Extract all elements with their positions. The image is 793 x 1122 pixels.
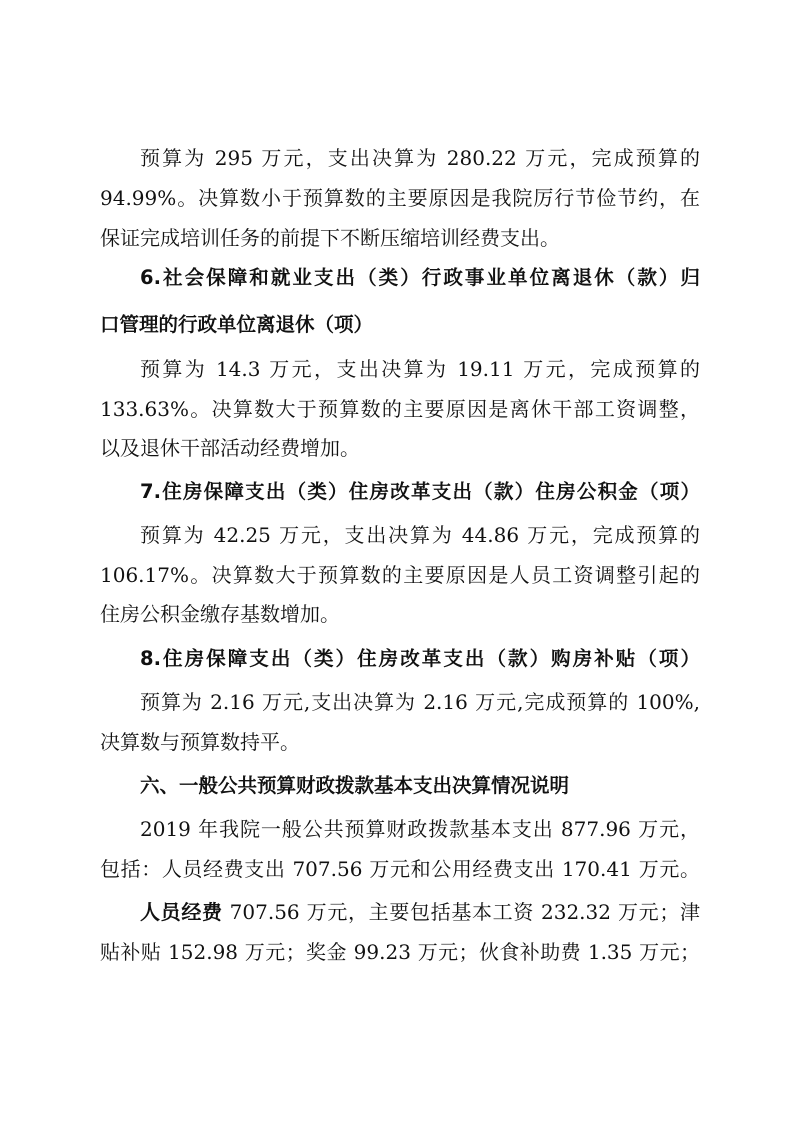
paragraph-line: 贴补贴 152.98 万元；奖金 99.23 万元；伙食补助费 1.35 万元； [100, 940, 700, 964]
paragraph-line: 预算为 42.25 万元，支出决算为 44.86 万元，完成预算的 [140, 523, 700, 547]
section-heading: 六、一般公共预算财政拨款基本支出决算情况说明 [140, 774, 570, 797]
paragraph-text: 707.56 万元，主要包括基本工资 232.32 万元；津 [222, 900, 700, 924]
paragraph-line: 133.63%。决算数大于预算数的主要原因是离休干部工资调整， [100, 397, 700, 421]
bold-term: 人员经费 [140, 900, 223, 924]
paragraph-line: 住房公积金缴存基数增加。 [100, 602, 340, 626]
paragraph-line: 2019 年我院一般公共预算财政拨款基本支出 877.96 万元， [140, 817, 700, 841]
paragraph-line: 预算为 14.3 万元，支出决算为 19.11 万元，完成预算的 [140, 357, 700, 381]
paragraph-line: 预算为 295 万元，支出决算为 280.22 万元，完成预算的 [140, 146, 700, 170]
paragraph-line: 以及退休干部活动经费增加。 [100, 436, 360, 460]
section-heading: 8.住房保障支出（类）住房改革支出（款）购房补贴（项） [140, 647, 700, 670]
paragraph-line: 94.99%。决算数小于预算数的主要原因是我院厉行节俭节约，在 [100, 186, 700, 210]
section-heading: 6.社会保障和就业支出（类）行政事业单位离退休（款）归 [140, 266, 700, 289]
section-heading: 口管理的行政单位离退休（项） [100, 313, 374, 336]
paragraph-line: 106.17%。决算数大于预算数的主要原因是人员工资调整引起的 [100, 563, 700, 587]
paragraph-line: 保证完成培训任务的前提下不断压缩培训经费支出。 [100, 226, 560, 250]
paragraph-line: 决算数与预算数持平。 [100, 730, 300, 754]
section-heading: 7.住房保障支出（类）住房改革支出（款）住房公积金（项） [140, 480, 700, 503]
paragraph-line: 包括：人员经费支出 707.56 万元和公用经费支出 170.41 万元。 [100, 857, 700, 881]
paragraph-line: 预算为 2.16 万元,支出决算为 2.16 万元,完成预算的 100%, [140, 690, 700, 714]
paragraph-line [140, 898, 700, 926]
